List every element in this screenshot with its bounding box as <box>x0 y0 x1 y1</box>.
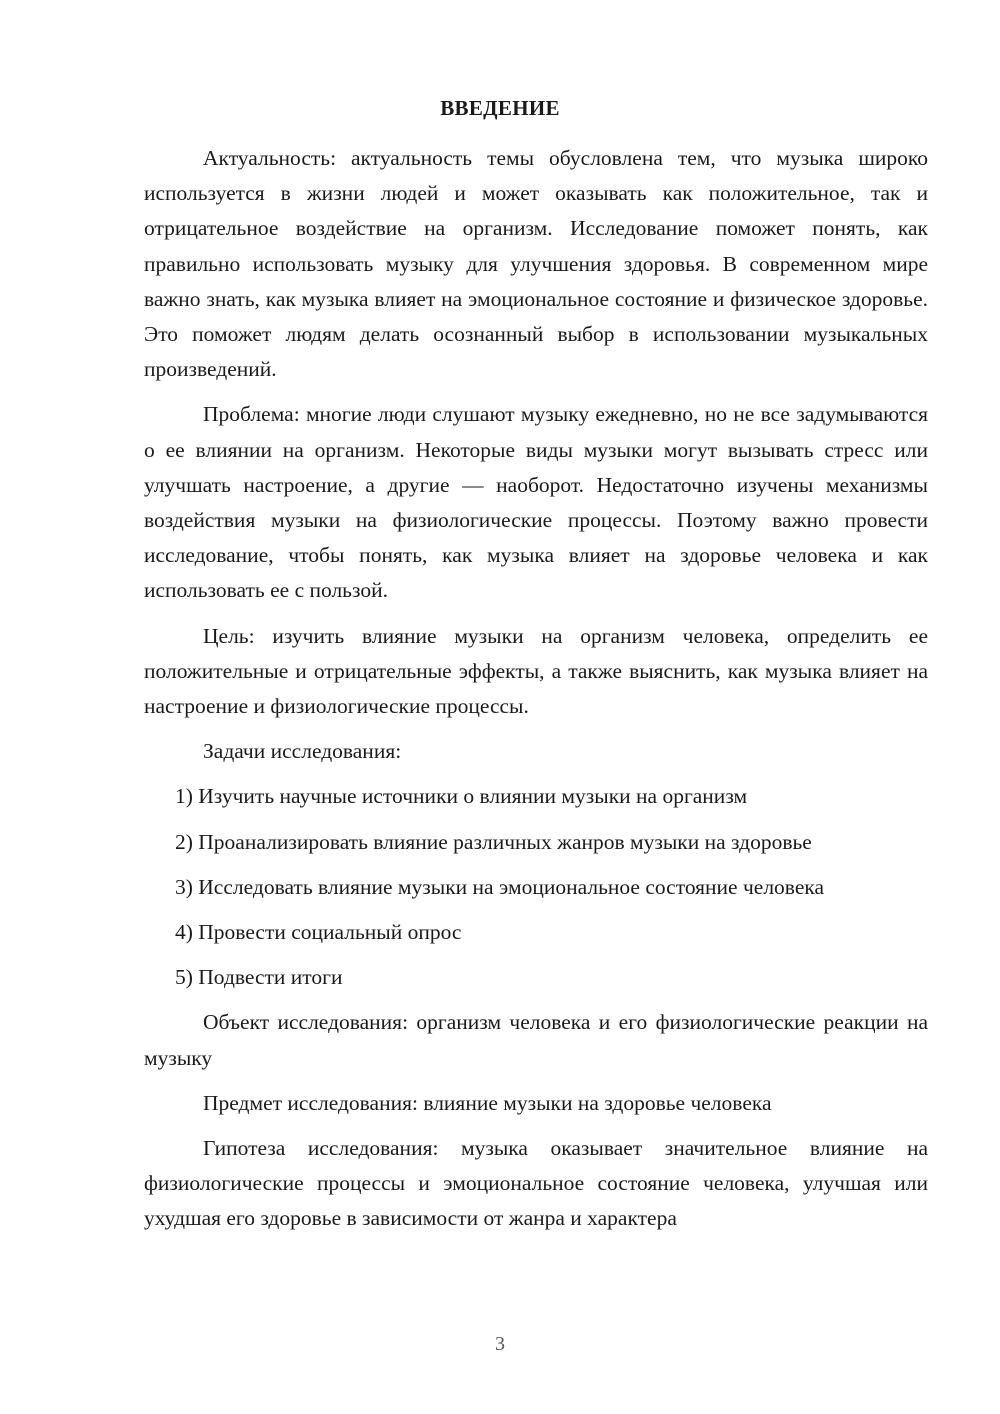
list-item: 2) Проанализировать влияние различных жанров музыки на здоровье <box>175 829 812 854</box>
paragraph-subject: Предмет исследования: влияние музыки на здоровье человека <box>203 1090 772 1115</box>
paragraph-problem: Проблема: многие люди слушают музыку ежедневно, но не все задумываются о ее влиянии на организм. Некоторые виды музыки могут вызывать стресс или улучшать настроение, а другие — наоборот. Недостаточно изучены механизмы воздействия музыки на физиологические процессы. Поэтому важно провести исследование, чтобы понять, как музыка влияет на здоровье человека и как использовать ее с пользой. <box>144 402 928 603</box>
paragraph-hypothesis: Гипотеза исследования: музыка оказывает значительное влияние на физиологические процессы и эмоциональное состояние человека, улучшая или ухудшая его здоровье в зависимости от жанра и характера <box>144 1136 928 1231</box>
list-item: 1) Изучить научные источники о влиянии музыки на организм <box>175 784 748 809</box>
paragraph-goal: Цель: изучить влияние музыки на организм человека, определить ее положительные и отрицательные эффекты, а также выяснить, как музыка влияет на настроение и физиологические процессы. <box>144 623 928 719</box>
tasks-list <box>144 779 928 995</box>
tasks-heading: Задачи исследования: <box>203 739 402 764</box>
list-item: 3) Исследовать влияние музыки на эмоциональное состояние человека <box>175 874 825 899</box>
document-body <box>144 141 928 1247</box>
paragraph-relevance: Актуальность: актуальность темы обусловлена тем, что музыка широко используется в жизни людей и может оказывать как положительное, так и отрицательное воздействие на организм. Исследование поможет понять, как правильно использовать музыку для улучшения здоровья. В современном мире важно знать, как музыка влияет на эмоциональное состояние и физическое здоровье. Это поможет людям делать осознанный выбор в использовании музыкальных произведений. <box>144 146 928 382</box>
paragraph-object: Объект исследования: организм человека и его физиологические реакции на музыку <box>144 1010 928 1070</box>
list-item: 5) Подвести итоги <box>175 965 343 990</box>
page-number: 3 <box>495 1333 505 1355</box>
list-item: 4) Провести социальный опрос <box>175 920 462 945</box>
page-title: ВВЕДЕНИЕ <box>440 96 560 120</box>
